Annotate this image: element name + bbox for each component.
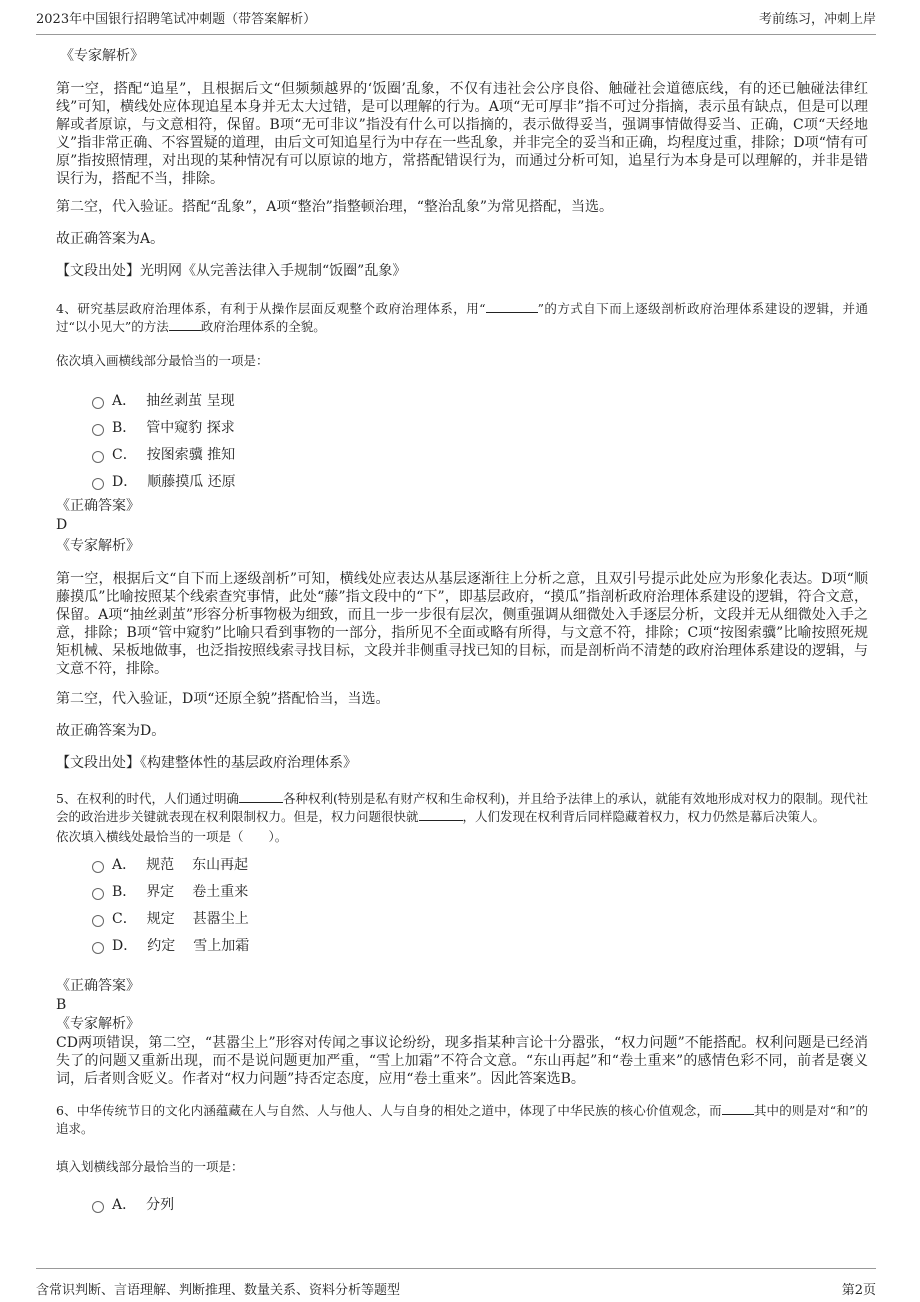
option-word-2: 甚嚣尘上 — [192, 910, 249, 927]
page-header — [36, 8, 876, 35]
radio-icon[interactable] — [92, 424, 104, 436]
answer-blank — [486, 300, 538, 313]
analysis-paragraph: 第一空，搭配“追星”，且根据后文“但频频越界的‘饭圈’乱象，不仅有违社会公序良俗、触碰社会道德底线，有的还已触碰法律红线”可知，横线处应体现追星本身并无太大过错，是可以理解的行为。A项“无可厚非”指不可过分指摘，表示虽有缺点，但是可以理解或者原谅，与文意相符，保留。B项“无可非议”指没有什么可以指摘的，表示做得妥当，强调事情做得妥当、正确，C项“天经地义”指非常正确、不容置疑的道理，由后文可知追星行为中存在一些乱象，并非完全的妥当和正确，均程度过重，排除；D项“情有可原”指按照情理，对出现的某种情况有可以原谅的地方，常搭配错误行为，而通过分析可知，追星行为本身是可以理解的，并非是错误行为，搭配不当，排除。 — [56, 81, 868, 187]
option-b[interactable]: B． 管中窥豹 探求 — [92, 413, 868, 440]
option-c[interactable]: C． 按图索骥 推知 — [92, 440, 868, 467]
option-word-2: 卷土重来 — [192, 883, 249, 900]
option-word-1: 约定 — [147, 937, 176, 954]
question-5-instruction: 依次填入横线处最恰当的一项是（ ）。 — [56, 829, 288, 844]
radio-icon[interactable] — [92, 942, 104, 954]
question-6-options — [56, 1190, 868, 1217]
option-text: 管中窥豹 探求 — [146, 419, 235, 436]
analysis-paragraph: CD两项错误，第二空，“甚嚣尘上”形容对传闻之事议论纷纷，现多指某种言论十分嚣张，“权力问题”不能搭配。权利问题是已经消失了的问题又重新出现，而不是说问题更加严重，“雪上加霜”不符合文意。“东山再起”和“卷土重来”的感情色彩不同，前者是褒义词，后者则含贬义。作者对“权力问题”持否定态度，应用“卷土重来”。因此答案选B。 — [56, 1035, 868, 1087]
source-citation: 【文段出处】光明网《从完善法律入手规制“饭圈”乱象》 — [56, 263, 407, 279]
question-4-stem: 4、研究基层政府治理体系，有利于从操作层面反观整个政府治理体系，用“ ”的方式自下而上逐级剖析政府治理体系建设的逻辑，并通过“以小见大”的方法 政府治理体系的全貌。 — [56, 301, 868, 334]
option-a[interactable]: A． 规范 东山再起 — [92, 850, 868, 877]
correct-answer: B — [56, 997, 67, 1013]
footer-note: 含常识判断、言语理解、判断推理、数量关系、资料分析等题型 — [36, 1283, 401, 1298]
radio-icon[interactable] — [92, 478, 104, 490]
expert-analysis-label: 《专家解析》 — [56, 1016, 140, 1032]
option-text: 分列 — [146, 1196, 175, 1213]
question-6-instruction: 填入划横线部分最恰当的一项是： — [56, 1159, 244, 1174]
option-text: 顺藤摸瓜 还原 — [147, 473, 236, 490]
header-title: 2023年中国银行招聘笔试冲刺题（带答案解析） — [36, 12, 317, 27]
question-6-stem: 6、中华传统节日的文化内涵蕴藏在人与自然、人与他人、人与自身的相处之道中，体现了中华民族的核心价值观念，而 其中的则是对“和”的追求。 — [56, 1103, 868, 1136]
option-a[interactable]: A． 分列 — [92, 1190, 868, 1217]
header-slogan: 考前练习，冲刺上岸 — [758, 12, 876, 27]
analysis-paragraph: 第二空，代入验证，D项“还原全貌”搭配恰当，当选。 — [56, 691, 390, 707]
radio-icon[interactable] — [92, 888, 104, 900]
analysis-paragraph: 第二空，代入验证。搭配“乱象”，A项“整治”指整顿治理，“整治乱象”为常见搭配，当选。 — [56, 199, 614, 215]
option-d[interactable]: D． 约定 雪上加霜 — [92, 931, 868, 958]
option-a[interactable]: A． 抽丝剥茧 呈现 — [92, 386, 868, 413]
option-word-1: 界定 — [146, 883, 175, 900]
option-text: 按图索骥 推知 — [146, 446, 236, 463]
correct-answer-label: 《正确答案》 — [56, 978, 140, 994]
option-word-1: 规定 — [146, 910, 175, 927]
analysis-paragraph: 第一空，根据后文“自下而上逐级剖析”可知，横线处应表达从基层逐渐往上分析之意，且双引号提示此处应为形象化表达。D项“顺藤摸瓜”比喻按照某个线索查究事情，此处“藤”指文段中的“下”，即基层政府，“摸瓜”指剖析政府治理体系建设的逻辑，符合文意，保留。A项“抽丝剥茧”形容分析事物极为细致，而且一步一步很有层次，侧重强调从细微处入手逐层分析，文段并无从细微处入手之意，排除；B项“管中窥豹”比喻只看到事物的一部分，指所见不全面或略有所得，与文意不符，排除；C项“按图索骥”比喻按照死规矩机械、呆板地做事，也泛指按照线索寻找目标，文段并非侧重寻找已知的目标，而是剖析尚不清楚的政府治理体系建设的逻辑，与文意不符，排除。 — [56, 571, 868, 677]
expert-analysis-label: 《专家解析》 — [60, 48, 144, 64]
option-word-2: 东山再起 — [192, 856, 249, 873]
correct-answer: D — [56, 517, 68, 533]
page-number: 第2页 — [841, 1283, 876, 1298]
source-citation: 【文段出处】《构建整体性的基层政府治理体系》 — [56, 755, 357, 771]
question-5-stem: 5、在权利的时代，人们通过明确 各种权利(特别是私有财产权和生命权利)，并且给予法律上的承认，就能有效地形成对权力的限制。现代社会的政治进步关键就表现在权利限制权力。但是，权力问题很快就 ，人们发现在权利背后同样隐藏着权力，权力仍然是幕后决策人。 — [56, 791, 868, 824]
expert-analysis-label: 《专家解析》 — [56, 538, 140, 554]
question-5-options — [56, 850, 868, 958]
radio-icon[interactable] — [92, 451, 104, 463]
radio-icon[interactable] — [92, 397, 104, 409]
option-text: 抽丝剥茧 呈现 — [146, 392, 235, 409]
answer-blank — [722, 1102, 754, 1115]
option-d[interactable]: D． 顺藤摸瓜 还原 — [92, 467, 868, 494]
option-b[interactable]: B． 界定 卷土重来 — [92, 877, 868, 904]
radio-icon[interactable] — [92, 915, 104, 927]
page-content — [56, 46, 868, 1217]
option-word-2: 雪上加霜 — [193, 937, 250, 954]
question-4-instruction: 依次填入画横线部分最恰当的一项是： — [56, 353, 269, 368]
answer-blank — [239, 790, 283, 803]
analysis-conclusion: 故正确答案为A。 — [56, 231, 165, 247]
option-word-1: 规范 — [146, 856, 175, 873]
analysis-conclusion: 故正确答案为D。 — [56, 723, 166, 739]
radio-icon[interactable] — [92, 861, 104, 873]
radio-icon[interactable] — [92, 1201, 104, 1213]
question-4-options — [56, 386, 868, 494]
answer-blank — [169, 318, 201, 331]
option-c[interactable]: C． 规定 甚嚣尘上 — [92, 904, 868, 931]
correct-answer-label: 《正确答案》 — [56, 498, 140, 514]
answer-blank — [419, 808, 463, 821]
page-footer — [36, 1268, 876, 1298]
